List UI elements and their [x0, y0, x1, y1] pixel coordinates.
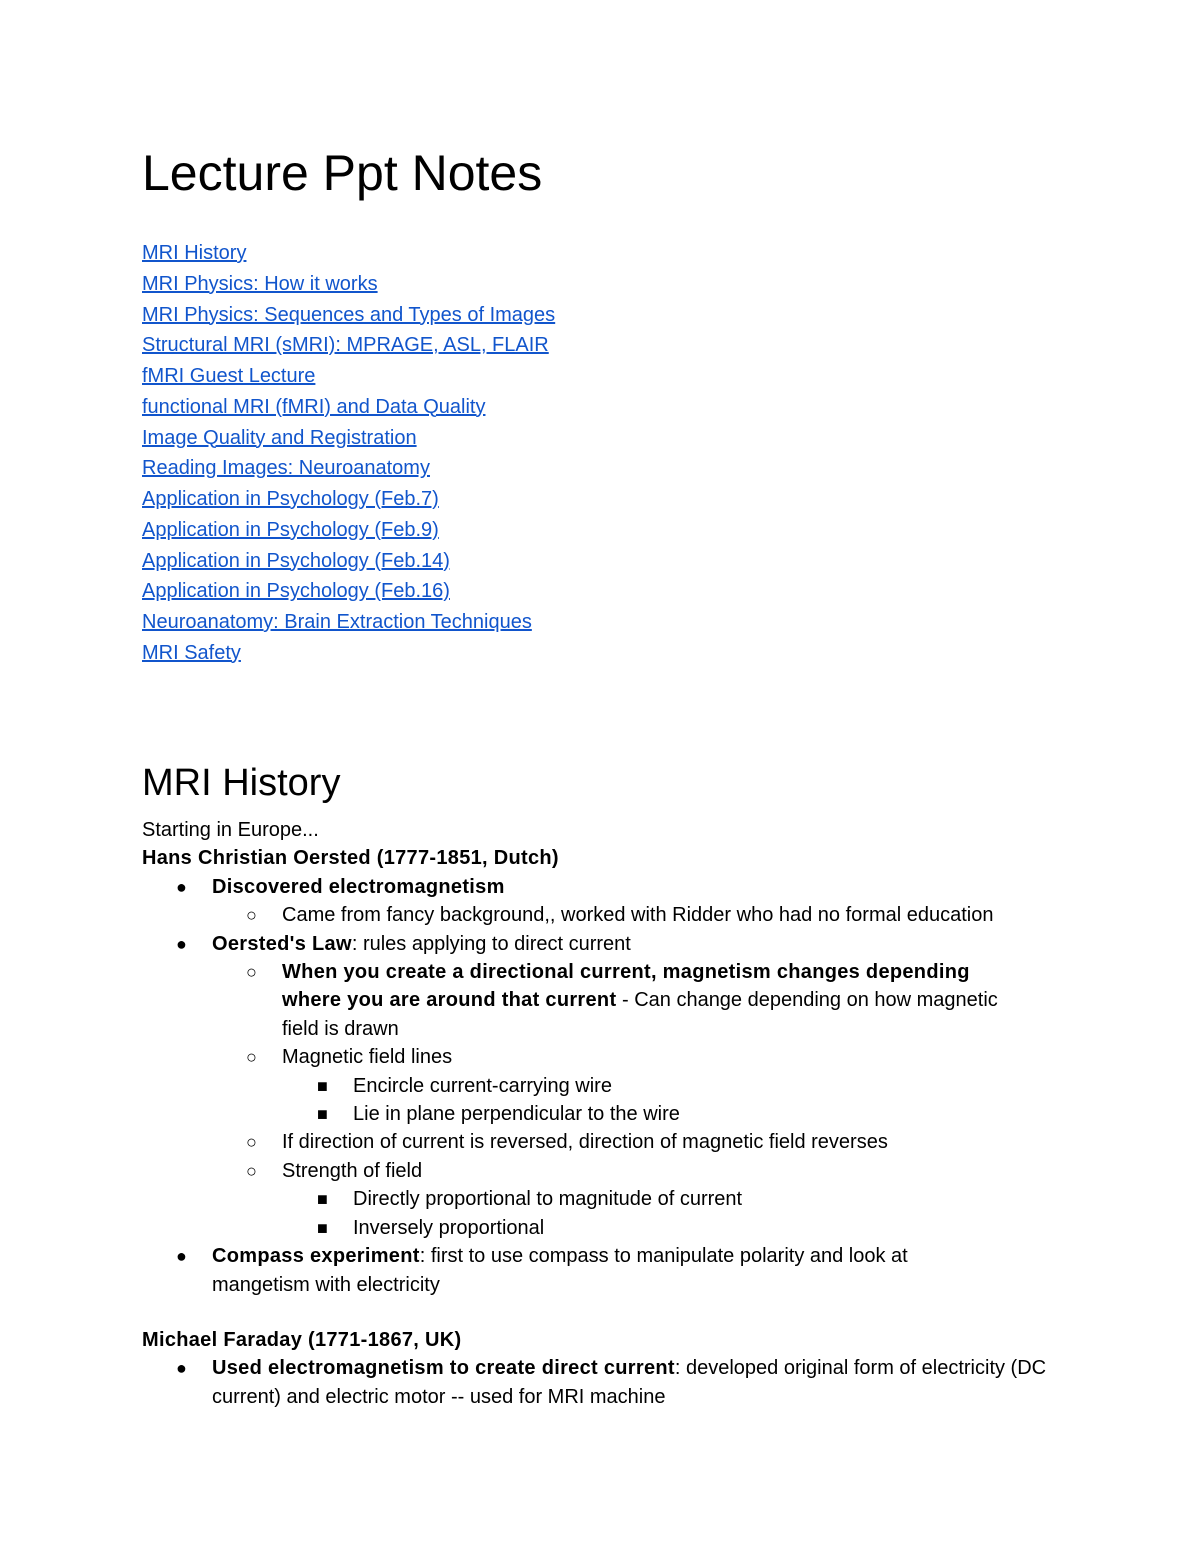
bullet-circle-icon: ○	[246, 1047, 257, 1068]
list-item: ■ Directly proportional to magnitude of current	[142, 1185, 1072, 1213]
toc-item	[142, 392, 555, 423]
toc-item	[142, 607, 555, 638]
toc-item	[142, 576, 555, 607]
toc-link-application-feb16[interactable]: Application in Psychology (Feb.16)	[142, 580, 450, 603]
toc-item	[142, 453, 555, 484]
toc-item	[142, 361, 555, 392]
bullet-circle-icon: ○	[246, 962, 257, 983]
toc-link-application-feb14[interactable]: Application in Psychology (Feb.14)	[142, 549, 450, 572]
bullet-square-icon: ■	[317, 1217, 328, 1238]
toc-link-mri-physics-how[interactable]: MRI Physics: How it works	[142, 272, 378, 295]
bullet-disc-icon: ●	[176, 1246, 187, 1267]
toc-item	[142, 546, 555, 577]
list-item: ○ Magnetic field lines	[142, 1043, 1072, 1071]
list-item: ■ Encircle current-carrying wire	[142, 1072, 1072, 1100]
toc-item	[142, 330, 555, 361]
bullet-square-icon: ■	[317, 1104, 328, 1125]
document-title: Lecture Ppt Notes	[142, 145, 543, 201]
list-item: ● Used electromagnetism to create direct current: developed original form of electricity (DC current) and electric motor -- used for MRI machine	[142, 1354, 1072, 1411]
list-item: ○ Strength of field	[142, 1157, 1072, 1185]
bullet-circle-icon: ○	[246, 905, 257, 926]
toc-link-reading-images[interactable]: Reading Images: Neuroanatomy	[142, 457, 430, 480]
list-item: ■ Lie in plane perpendicular to the wire	[142, 1100, 1072, 1128]
intro-text: Starting in Europe...	[142, 819, 319, 841]
list-item: ● Discovered electromagnetism	[142, 873, 1072, 901]
toc-link-mri-history[interactable]: MRI History	[142, 242, 247, 264]
bullet-disc-icon: ●	[176, 1358, 187, 1379]
list-item: ● Oersted's Law: rules applying to direct current	[142, 930, 1072, 958]
toc-link-application-feb7[interactable]: Application in Psychology (Feb.7)	[142, 488, 439, 510]
toc-link-mri-physics-sequences[interactable]: MRI Physics: Sequences and Types of Images	[142, 303, 556, 326]
toc-item	[142, 515, 555, 546]
bullet-square-icon: ■	[317, 1189, 328, 1210]
list-item: ● Compass experiment: first to use compass to manipulate polarity and look at mangetism with electricity	[142, 1242, 1072, 1299]
section-body	[142, 816, 1072, 1411]
section-heading-mri-history: MRI History	[142, 762, 341, 804]
toc-link-structural-mri[interactable]: Structural MRI (sMRI): MPRAGE, ASL, FLAIR	[142, 334, 549, 357]
toc-link-image-quality[interactable]: Image Quality and Registration	[142, 426, 417, 449]
paragraph-gap	[142, 1299, 1072, 1326]
list-item: ○ Came from fancy background,, worked with Ridder who had no formal education	[142, 901, 1072, 929]
bullet-circle-icon: ○	[246, 1132, 257, 1153]
table-of-contents	[142, 238, 555, 669]
toc-link-fmri-guest-lecture[interactable]: fMRI Guest Lecture	[142, 365, 316, 387]
toc-link-application-feb9[interactable]: Application in Psychology (Feb.9)	[142, 518, 439, 541]
toc-item	[142, 423, 555, 454]
toc-link-functional-mri[interactable]: functional MRI (fMRI) and Data Quality	[142, 395, 486, 418]
bullet-disc-icon: ●	[176, 933, 187, 954]
oersted-heading: Hans Christian Oersted (1777-1851, Dutch)	[142, 847, 559, 870]
faraday-heading: Michael Faraday (1771-1867, UK)	[142, 1328, 462, 1351]
list-item: ○ When you create a directional current, magnetism changes depending where you are around that current - Can change depending on how magnetic field is drawn	[142, 958, 1072, 1043]
bullet-square-icon: ■	[317, 1075, 328, 1096]
toc-item	[142, 238, 555, 269]
toc-link-mri-safety[interactable]: MRI Safety	[142, 641, 241, 664]
toc-item	[142, 300, 555, 331]
toc-link-brain-extraction[interactable]: Neuroanatomy: Brain Extraction Techniques	[142, 611, 532, 633]
bullet-circle-icon: ○	[246, 1160, 257, 1181]
toc-item	[142, 484, 555, 515]
toc-item	[142, 269, 555, 300]
list-item: ○ If direction of current is reversed, direction of magnetic field reverses	[142, 1128, 1072, 1156]
list-item: ■ Inversely proportional	[142, 1214, 1072, 1242]
bullet-disc-icon: ●	[176, 876, 187, 897]
toc-item	[142, 638, 555, 669]
